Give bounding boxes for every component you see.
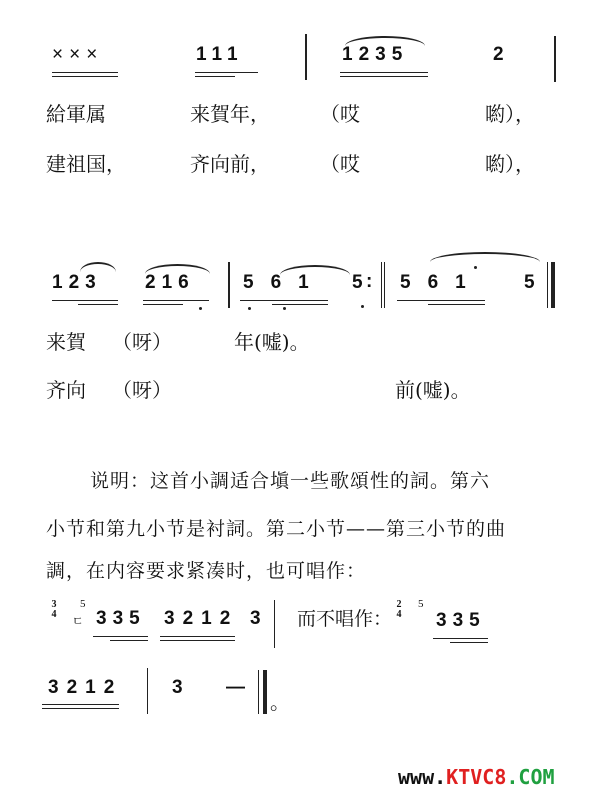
note-3: 3 — [250, 608, 267, 629]
score-page: ××× 111 1235 2 給軍属 来賀年， （哎 喲）， 建祖国， 齐向前， （哎 喲）， 123 216 561 5 : 561 5 来賀 （呀） 年(嘘)。 齐向 （呀） 前(嘘)。 说明：这首小調适合塡一些歌頌性的詞。第六 小节和第九小节是衬詞。第二小节——第三小节的曲 調，在内容要求紧凑时，也可唱作： 3 4 5 ㄷ 335 3212 3 而不唱作： 2 4 5 335 3212 3 — 。 www.KTVC8.COM — [0, 0, 602, 800]
notes-561: 561 — [243, 272, 326, 293]
time-sig-top: 2 — [396, 599, 402, 610]
note-5: 5 — [524, 272, 541, 293]
grace-note: 5 — [418, 598, 424, 610]
lyric: 来賀年， — [190, 102, 270, 126]
lyric: 前(嘘)。 — [395, 378, 471, 402]
notes-3212: 3212 — [48, 677, 123, 698]
time-sig-bottom: 4 — [396, 609, 402, 620]
lyric: 喲）， — [485, 152, 535, 176]
lyric: 給軍属 — [46, 102, 106, 126]
lyric: 来賀 — [46, 330, 86, 354]
time-sig-top: 3 — [51, 599, 57, 610]
alt-text: 而不唱作： — [297, 608, 393, 630]
lyric: 齐向前， — [190, 152, 270, 176]
notes-3212: 3212 — [164, 608, 239, 629]
note-3: 3 — [172, 677, 189, 698]
notes-xxx: ××× — [52, 44, 104, 65]
time-sig-bottom: 4 — [51, 609, 57, 620]
note-line: 調，在内容要求紧凑时，也可唱作： — [46, 560, 367, 582]
notes-335: 335 — [436, 610, 486, 631]
lyric: （呀） — [112, 378, 172, 402]
note-line: 小节和第九小节是衬詞。第二小节——第三小节的曲 — [46, 518, 507, 540]
lyric: （哎 — [320, 102, 360, 126]
note-5: 5 — [352, 272, 364, 293]
notes-1235: 1235 — [342, 44, 409, 65]
lyric: 喲）， — [485, 102, 535, 126]
extension-dash: — — [226, 677, 251, 698]
notes-216: 216 — [145, 272, 195, 293]
lyric: （哎 — [320, 152, 360, 176]
lyric: 建祖国， — [46, 152, 126, 176]
watermark: www.KTVC8.COM — [398, 765, 555, 789]
period: 。 — [270, 690, 290, 714]
lyric: 年(嘘)。 — [234, 330, 310, 354]
grace-note: 5 — [80, 598, 86, 610]
notes-561: 561 — [400, 272, 483, 293]
notes-111: 111 — [196, 44, 244, 65]
notes-123: 123 — [52, 272, 102, 293]
notes-335: 335 — [96, 608, 146, 629]
note-2: 2 — [493, 44, 510, 65]
note-line: 说明：这首小調适合塡一些歌頌性的詞。第六 — [90, 470, 491, 492]
lyric: 齐向 — [46, 378, 86, 402]
repeat-sign: : — [366, 271, 373, 292]
lyric: （呀） — [112, 330, 172, 354]
